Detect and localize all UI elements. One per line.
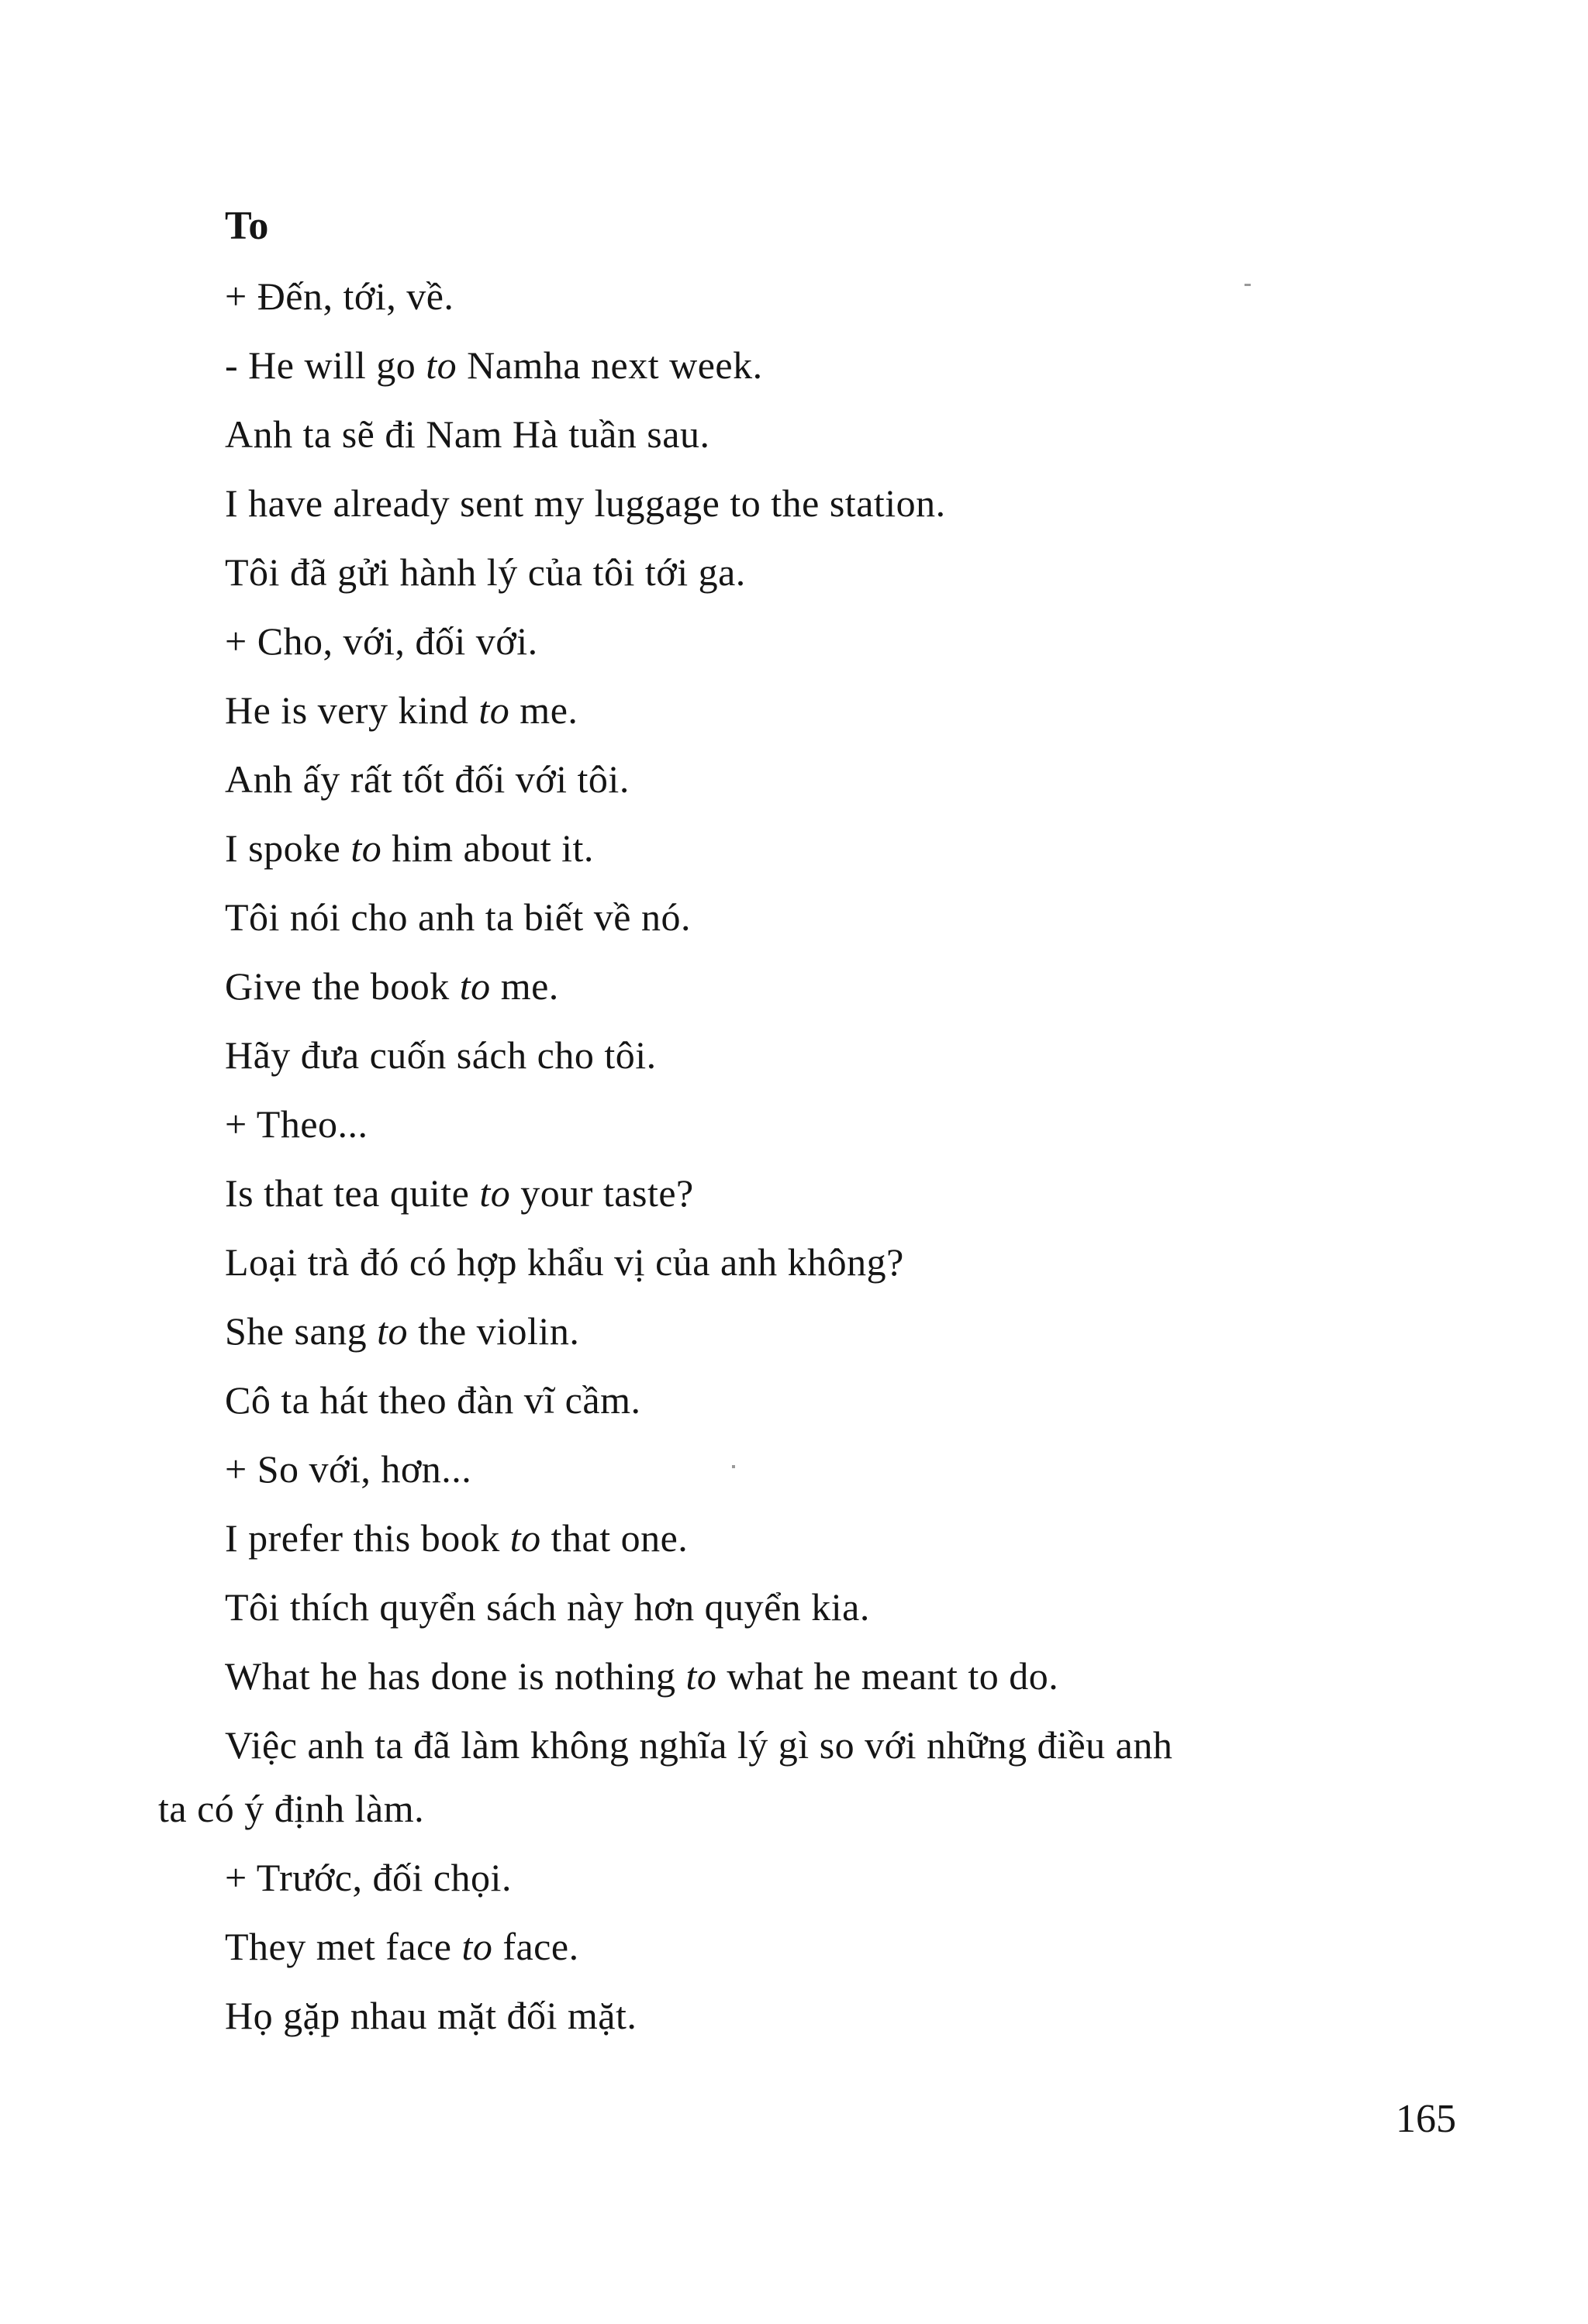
example-vi: Hãy đưa cuốn sách cho tôi. [225,1033,657,1077]
example-vi: Họ gặp nhau mặt đối mặt. [225,1994,637,2037]
example-vi: Cô ta hát theo đàn vĩ cầm. [225,1378,641,1422]
sense-heading-4: + So với, hơn... [225,1447,472,1491]
sense-heading-2: + Cho, với, đối với. [225,619,538,663]
scan-speck [732,1465,735,1468]
scan-speck [1245,284,1251,286]
example-vi: Tôi đã gửi hành lý của tôi tới ga. [225,550,746,594]
example-vi: Tôi thích quyển sách này hơn quyển kia. [225,1585,870,1629]
example-vi: Loại trà đó có hợp khẩu vị của anh không? [225,1240,904,1284]
example-vi: Anh ấy rất tốt đối với tôi. [225,757,630,801]
example-en: I spoke to him about it. [225,826,594,870]
example-en: I prefer this book to that one. [225,1516,689,1560]
example-en: She sang to the violin. [225,1309,580,1353]
entry-heading: To [225,204,269,248]
sense-heading-1: + Đến, tới, về. [225,274,454,318]
example-en: What he has done is nothing to what he meant to do. [225,1654,1059,1698]
page-number: 165 [1396,2097,1456,2141]
example-en: He is very kind to me. [225,688,578,732]
example-en: - He will go to Namha next week. [225,343,763,387]
sense-heading-5: + Trước, đối chọi. [225,1856,512,1899]
example-en: Is that tea quite to your taste? [225,1171,694,1215]
example-en: Give the book to me. [225,964,559,1008]
example-vi: Anh ta sẽ đi Nam Hà tuần sau. [225,412,710,456]
example-vi-continuation: ta có ý định làm. [158,1787,425,1830]
example-vi: Tôi nói cho anh ta biết về nó. [225,895,691,939]
example-en: They met face to face. [225,1925,579,1968]
example-en: I have already sent my luggage to the station. [225,481,946,525]
example-vi: Việc anh ta đã làm không nghĩa lý gì so với những điều anh [225,1723,1173,1767]
sense-heading-3: + Theo... [225,1102,368,1146]
